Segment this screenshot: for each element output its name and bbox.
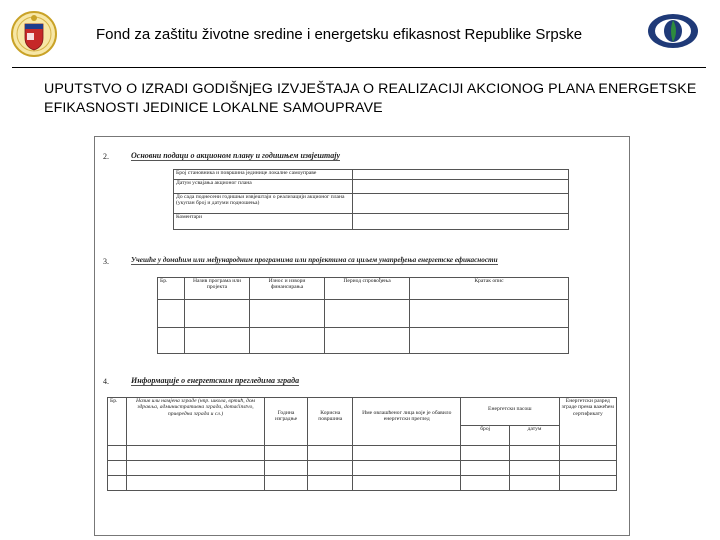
section4-header: Година изградње <box>264 398 307 446</box>
section2-number: 2. <box>103 152 109 161</box>
section4-title: Информације о енергетским прегледима зграда <box>131 376 300 385</box>
section2-title: Основни подаци о акционом плану и годишњем извјештају <box>131 151 341 160</box>
section2-row-label: До сада поднесени годишњи извјештаји о реализацији акционог плана (укупан број и датуми подношења) <box>174 194 353 214</box>
section3-header: Кратак опис <box>410 278 569 300</box>
section2-row-label: Број становника и површина јединице локалне самоуправе <box>174 170 353 180</box>
section3-title: Учешће у домаћим или међународним програмима или пројектима са циљем унапређења енергетске ефикасности <box>131 256 498 264</box>
section4-subheader: датум <box>510 426 559 446</box>
section2-row-label: Датум усвајања акционог плана <box>174 180 353 194</box>
section3-table <box>157 277 569 354</box>
section4-table <box>107 397 617 491</box>
section4-header: Име овлашћеног лица које је обавило енергетски преглед <box>353 398 461 446</box>
section3-header: Бр. <box>158 278 185 300</box>
section3-number: 3. <box>103 257 109 266</box>
section3-header: Период спровођења <box>325 278 410 300</box>
document-page <box>94 136 630 536</box>
fund-logo <box>646 12 700 50</box>
section3-header: Износ и извори финансирања <box>250 278 325 300</box>
section4-header: Енергетски пасош <box>461 398 560 426</box>
section4-subheader: број <box>461 426 510 446</box>
header-title: Fond za zaštitu životne sredine i energetsku efikasnost Republike Srpske <box>96 26 583 43</box>
section4-header: Корисна површина <box>308 398 353 446</box>
main-title: UPUTSTVO O IZRADI GODIŠNjEG IZVJEŠTAJA O REALIZACIJI AKCIONOG PLANA ENERGETSKE EFIKASNOSTI JEDINICE LOKALNE SAMOUPRAVE <box>44 81 697 116</box>
section3-header: Назив програма или пројекта <box>185 278 250 300</box>
section4-header: Енергетски разред зграде према важећем сертификату <box>559 398 616 446</box>
section4-header: Назив или намјена зграде (нпр. школа, вртић, дом здравља, административна зграда, domaćinstvo, привредна зграда и сл.) <box>127 398 265 446</box>
section4-number: 4. <box>103 377 109 386</box>
section4-header: Бр. <box>108 398 127 446</box>
header-divider <box>12 67 706 68</box>
coat-of-arms-logo <box>10 8 58 60</box>
section2-row-label: Коментари <box>174 214 353 230</box>
section2-table <box>173 169 569 230</box>
